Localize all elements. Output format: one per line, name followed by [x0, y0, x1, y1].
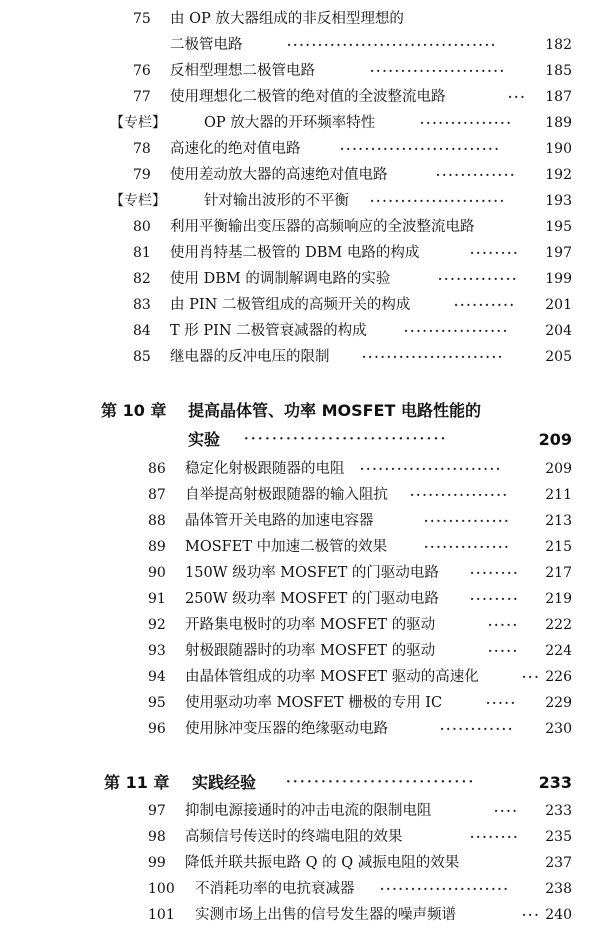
entry-number: 88 [148, 513, 166, 529]
entry-title: 由 PIN 二极管组成的高频开关的构成 [170, 297, 411, 313]
leader-dots: ·········· [454, 298, 516, 312]
entry-number: 80 [133, 219, 151, 235]
entry-page: 195 [545, 219, 572, 235]
entry-page: 190 [545, 141, 572, 157]
entry-page: 185 [545, 63, 572, 79]
toc-entry [0, 664, 616, 690]
toc-entry [0, 612, 616, 638]
entry-title: 继电器的反冲电压的限制 [170, 349, 330, 365]
entry-title: 使用理想化二极管的绝对值的全波整流电路 [170, 89, 446, 105]
entry-page: 237 [545, 855, 572, 871]
entry-page: 204 [545, 323, 572, 339]
entry-title: 自举提高射极跟随器的输入阻抗 [185, 487, 388, 503]
entry-title: 利用平衡输出变压器的高频响应的全波整流电路 [170, 219, 475, 235]
leader-dots: ····· [486, 696, 517, 710]
entry-page: 182 [545, 37, 572, 53]
leader-dots: ········ [470, 592, 520, 606]
leader-dots: ······················ [370, 194, 506, 208]
chapter-label: 第 11 章 [104, 773, 170, 792]
toc-entry [0, 638, 616, 664]
toc-entry [0, 240, 616, 266]
entry-title: 高速化的绝对值电路 [170, 141, 301, 157]
leader-dots: ·············· [424, 514, 511, 528]
entry-title: OP 放大器的开环频率特性 [204, 115, 376, 131]
entry-page: 235 [545, 829, 572, 845]
leader-dots: ····· [488, 644, 519, 658]
leader-dots: ··· [522, 908, 541, 922]
entry-title: 射极跟随器时的功率 MOSFET 的驱动 [185, 643, 436, 659]
entry-title: 开路集电极时的功率 MOSFET 的驱动 [185, 617, 436, 633]
entry-title: 针对输出波形的不平衡 [204, 193, 349, 209]
entry-title: 不消耗功率的电抗衰减器 [195, 881, 355, 897]
entry-page: 193 [545, 193, 572, 209]
entry-title: 使用差动放大器的高速绝对值电路 [170, 167, 388, 183]
entry-number: 101 [148, 907, 175, 923]
entry-page: 233 [545, 803, 572, 819]
chapter-title-cont: 实验 [188, 430, 221, 449]
entry-page: 197 [545, 245, 572, 261]
toc-entry [0, 214, 616, 240]
leader-dots: ············· [436, 168, 517, 182]
entry-page: 187 [545, 89, 572, 105]
entry-page: 224 [545, 643, 572, 659]
toc-entry [0, 188, 616, 214]
toc-entry [0, 162, 616, 188]
entry-title: 150W 级功率 MOSFET 的门驱动电路 [185, 565, 439, 581]
toc-entry [0, 110, 616, 136]
entry-title: 使用脉冲变压器的绝缘驱动电路 [185, 721, 388, 737]
entry-number: 【专栏】 [110, 115, 166, 131]
toc-entry [0, 850, 616, 876]
toc-entry [0, 586, 616, 612]
toc-entry [0, 876, 616, 902]
entry-page: 226 [545, 669, 572, 685]
entry-page: 215 [545, 539, 572, 555]
toc-entry [0, 534, 616, 560]
leader-dots: ····················· [380, 882, 510, 896]
leader-dots: ······················· [362, 350, 505, 364]
entry-page: 217 [545, 565, 572, 581]
entry-number: 90 [148, 565, 166, 581]
entry-page: 192 [545, 167, 572, 183]
leader-dots: ······················· [360, 462, 503, 476]
entry-title: 由 OP 放大器组成的非反相型理想的 [170, 11, 404, 27]
leader-dots: ····· [488, 618, 519, 632]
entry-title: 使用 DBM 的调制解调电路的实验 [170, 271, 391, 287]
entry-title: 高频信号传送时的终端电阻的效果 [185, 829, 403, 845]
toc-entry [0, 716, 616, 742]
leader-dots: ········ [470, 830, 520, 844]
leader-dots: ········ [470, 246, 520, 260]
toc-entry [0, 344, 616, 370]
entry-title: 二极管电路 [170, 37, 243, 53]
leader-dots: ················ [410, 488, 509, 502]
leader-dots: ··············· [420, 116, 513, 130]
entry-number: 82 [133, 271, 151, 287]
toc-entry [0, 690, 616, 716]
entry-number: 84 [133, 323, 151, 339]
entry-title: 抑制电源接通时的冲击电流的限制电阻 [185, 803, 432, 819]
entry-page: 222 [545, 617, 572, 633]
toc-entry [0, 292, 616, 318]
entry-title: T 形 PIN 二极管衰减器的构成 [170, 323, 367, 339]
entry-number: 96 [148, 721, 166, 737]
entry-number: 94 [148, 669, 166, 685]
entry-number: 【专栏】 [110, 193, 166, 209]
toc-entry [0, 32, 616, 58]
leader-dots: ··· [522, 670, 541, 684]
toc-entry [0, 902, 616, 928]
toc-entry [0, 84, 616, 110]
entry-title: 250W 级功率 MOSFET 的门驱动电路 [185, 591, 439, 607]
entry-number: 89 [148, 539, 166, 555]
chapter-heading [0, 427, 616, 453]
entry-title: 反相型理想二极管电路 [170, 63, 315, 79]
toc-entry [0, 560, 616, 586]
entry-number: 79 [133, 167, 151, 183]
leader-dots: ·························· [340, 142, 501, 156]
entry-page: 211 [545, 487, 572, 503]
entry-number: 93 [148, 643, 166, 659]
chapter-heading [0, 398, 616, 424]
entry-number: 85 [133, 349, 151, 365]
entry-page: 230 [545, 721, 572, 737]
entry-page: 229 [545, 695, 572, 711]
entry-page: 238 [545, 881, 572, 897]
entry-page: 240 [545, 907, 572, 923]
toc-entry [0, 456, 616, 482]
toc-entry [0, 508, 616, 534]
toc-entry [0, 58, 616, 84]
leader-dots: ······················ [370, 64, 506, 78]
leader-dots: ··· [508, 90, 527, 104]
entry-title: 稳定化射极跟随器的电阻 [185, 461, 345, 477]
entry-title: 使用驱动功率 MOSFET 栅极的专用 IC [185, 695, 443, 711]
entry-title: 实测市场上出售的信号发生器的噪声频谱 [195, 907, 456, 923]
chapter-title: 实践经验 [192, 773, 257, 792]
entry-number: 95 [148, 695, 166, 711]
entry-number: 75 [133, 11, 151, 27]
entry-page: 209 [545, 461, 572, 477]
chapter-page: 233 [538, 773, 572, 792]
toc-entry [0, 798, 616, 824]
entry-page: 219 [545, 591, 572, 607]
entry-title: 由晶体管组成的功率 MOSFET 驱动的高速化 [185, 669, 479, 685]
entry-page: 213 [545, 513, 572, 529]
entry-number: 76 [133, 63, 151, 79]
entry-title: MOSFET 中加速二极管的效果 [185, 539, 388, 555]
toc-entry [0, 318, 616, 344]
entry-page: 201 [545, 297, 572, 313]
entry-number: 77 [133, 89, 151, 105]
entry-number: 97 [148, 803, 166, 819]
chapter-title: 提高晶体管、功率 MOSFET 电路性能的 [188, 401, 481, 420]
entry-page: 205 [545, 349, 572, 365]
entry-number: 91 [148, 591, 166, 607]
leader-dots: ········ [470, 566, 520, 580]
toc-entry [0, 824, 616, 850]
leader-dots: ··························· [286, 775, 476, 790]
chapter-heading [0, 770, 616, 796]
toc-entry [0, 6, 616, 32]
entry-number: 100 [148, 881, 175, 897]
entry-number: 87 [148, 487, 166, 503]
toc-entry [0, 136, 616, 162]
leader-dots: ····························· [244, 432, 448, 447]
leader-dots: ·············· [424, 540, 511, 554]
leader-dots: ············· [438, 272, 519, 286]
chapter-label: 第 10 章 [101, 401, 167, 420]
entry-number: 78 [133, 141, 151, 157]
entry-number: 86 [148, 461, 166, 477]
entry-number: 98 [148, 829, 166, 845]
entry-number: 92 [148, 617, 166, 633]
leader-dots: ·································· [287, 38, 498, 52]
entry-title: 晶体管开关电路的加速电容器 [185, 513, 374, 529]
entry-number: 83 [133, 297, 151, 313]
entry-page: 199 [545, 271, 572, 287]
entry-title: 降低并联共振电路 Q 的 Q 减振电阻的效果 [185, 855, 460, 871]
leader-dots: ················· [404, 324, 510, 338]
leader-dots: ···· [494, 804, 519, 818]
leader-dots: ············ [440, 722, 515, 736]
entry-page: 189 [545, 115, 572, 131]
entry-number: 99 [148, 855, 166, 871]
entry-number: 81 [133, 245, 151, 261]
toc-entry [0, 482, 616, 508]
entry-title: 使用肖特基二极管的 DBM 电路的构成 [170, 245, 420, 261]
toc-entry [0, 266, 616, 292]
chapter-page: 209 [538, 430, 572, 449]
